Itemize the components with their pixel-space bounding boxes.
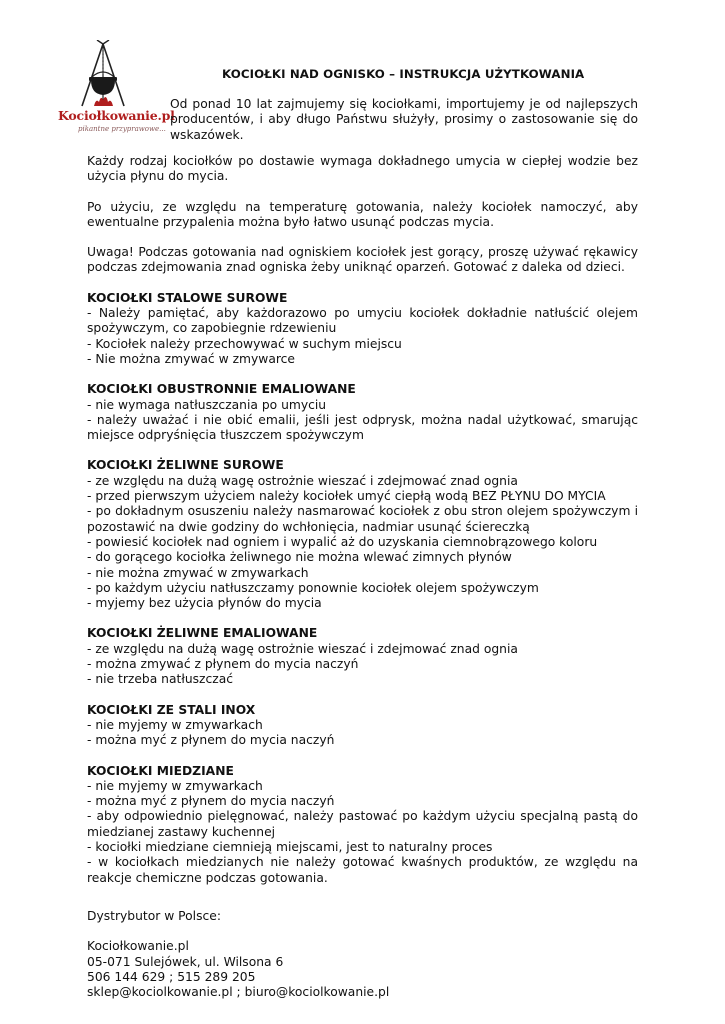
brand-name: Kociołkowanie.pl (58, 108, 175, 123)
section-steel-raw (87, 291, 638, 367)
list-item: - ze względu na dużą wagę ostrożnie wieszać i zdejmować znad ognia (87, 641, 518, 656)
intro-paragraph: Od ponad 10 lat zajmujemy się kociołkami, importujemy je od najlepszych producentów, i aby długo Państwu służyły, prosimy o zastosowanie się do wskazówek. (170, 97, 638, 142)
list-item: - w kociołkach miedzianych nie należy gotować kwaśnych produktów, ze względu na reakcje chemiczne podczas gotowania. (87, 855, 638, 885)
list-item: - nie myjemy w zmywarkach (87, 778, 263, 793)
list-item: - nie myjemy w zmywarkach (87, 717, 263, 732)
distributor-label: Dystrybutor w Polsce: (87, 909, 221, 923)
list-item: - Kociołek należy przechowywać w suchym miejscu (87, 336, 402, 351)
section-heading: KOCIOŁKI ZE STALI INOX (87, 702, 256, 717)
section-heading: KOCIOŁKI ŻELIWNE SUROWE (87, 458, 284, 473)
company-phones: 506 144 629 ; 515 289 205 (87, 969, 256, 984)
list-item: - po każdym użyciu natłuszczamy ponownie kociołek olejem spożywczym (87, 580, 539, 595)
list-item: - Nie można zmywać w zmywarce (87, 351, 295, 366)
cauldron-tripod-icon (58, 40, 168, 112)
brand-logo (58, 40, 175, 140)
brand-tagline: pikantne przyprawowe... (78, 125, 166, 133)
list-item: - do gorącego kociołka żeliwnego nie można wlewać zimnych płynów (87, 550, 512, 565)
document-title: KOCIOŁKI NAD OGNISKO – INSTRUKCJA UŻYTKOWANIA (222, 67, 585, 81)
document-body (87, 154, 638, 901)
list-item: - po dokładnym osuszeniu należy nasmarować kociołek z obu stron olejem spożywczym i pozostawić na dwie godziny do wchłonięcia, nadmiar usunąć ściereczką (87, 504, 638, 534)
company-emails: sklep@kociolkowanie.pl ; biuro@kociolkowanie.pl (87, 985, 390, 1000)
paragraph: Uwaga! Podczas gotowania nad ogniskiem kociołek jest gorący, proszę używać rękawicy podczas zdejmowania znad ogniska żeby uniknąć oparzeń. Gotować z daleka od dzieci. (87, 245, 638, 275)
list-item: - nie trzeba natłuszczać (87, 672, 233, 687)
company-name: Kociołkowanie.pl (87, 939, 189, 954)
section-heading: KOCIOŁKI MIEDZIANE (87, 763, 234, 778)
list-item: - nie wymaga natłuszczania po umyciu (87, 397, 327, 412)
section-copper (87, 764, 638, 886)
section-enamel-both-sides (87, 382, 638, 443)
list-item: - Należy pamiętać, aby każdorazowo po umyciu kociołek dokładnie natłuścić olejem spożywczym, co zapobiegnie rdzewieniu (87, 306, 638, 336)
section-cast-iron-raw (87, 458, 638, 611)
list-item: - należy uważać i nie obić emalii, jeśli jest odprysk, można nadal użytkować, smarując miejsce odpryśnięcia tłuszczem spożywczym (87, 412, 638, 443)
list-item: - przed pierwszym użyciem należy kociołek umyć ciepłą wodą BEZ PŁYNU DO MYCIA (87, 489, 606, 504)
section-heading: KOCIOŁKI ŻELIWNE EMALIOWANE (87, 626, 318, 641)
company-address: 05-071 Sulejówek, ul. Wilsona 6 (87, 954, 284, 969)
list-item: - aby odpowiednio pielęgnować, należy pastować po każdym użyciu specjalną pastą do miedzianej zastawy kuchennej (87, 809, 638, 839)
list-item: - można myć z płynem do mycia naczyń (87, 733, 335, 748)
list-item: - ze względu na dużą wagę ostrożnie wieszać i zdejmować znad ognia (87, 473, 518, 488)
list-item: - powiesić kociołek nad ogniem i wypalić aż do uzyskania ciemnobrązowego koloru (87, 534, 598, 549)
paragraph: Każdy rodzaj kociołków po dostawie wymaga dokładnego umycia w ciepłej wodzie bez użycia płynu do mycia. (87, 154, 638, 184)
paragraph: Po użyciu, ze względu na temperaturę gotowania, należy kociołek namoczyć, aby ewentualne przypalenia można było łatwo usunąć podczas mycia. (87, 199, 638, 229)
section-inox (87, 703, 638, 749)
list-item: - myjemy bez użycia płynów do mycia (87, 596, 322, 611)
list-item: - kociołki miedziane ciemnieją miejscami, jest to naturalny proces (87, 839, 493, 854)
list-item: - nie można zmywać w zmywarkach (87, 565, 309, 580)
list-item: - można myć z płynem do mycia naczyń (87, 794, 335, 809)
distributor-info (87, 909, 638, 1000)
section-cast-iron-enamel (87, 626, 638, 687)
section-heading: KOCIOŁKI OBUSTRONNIE EMALIOWANE (87, 382, 356, 397)
list-item: - można zmywać z płynem do mycia naczyń (87, 657, 359, 672)
section-heading: KOCIOŁKI STALOWE SUROWE (87, 290, 288, 305)
